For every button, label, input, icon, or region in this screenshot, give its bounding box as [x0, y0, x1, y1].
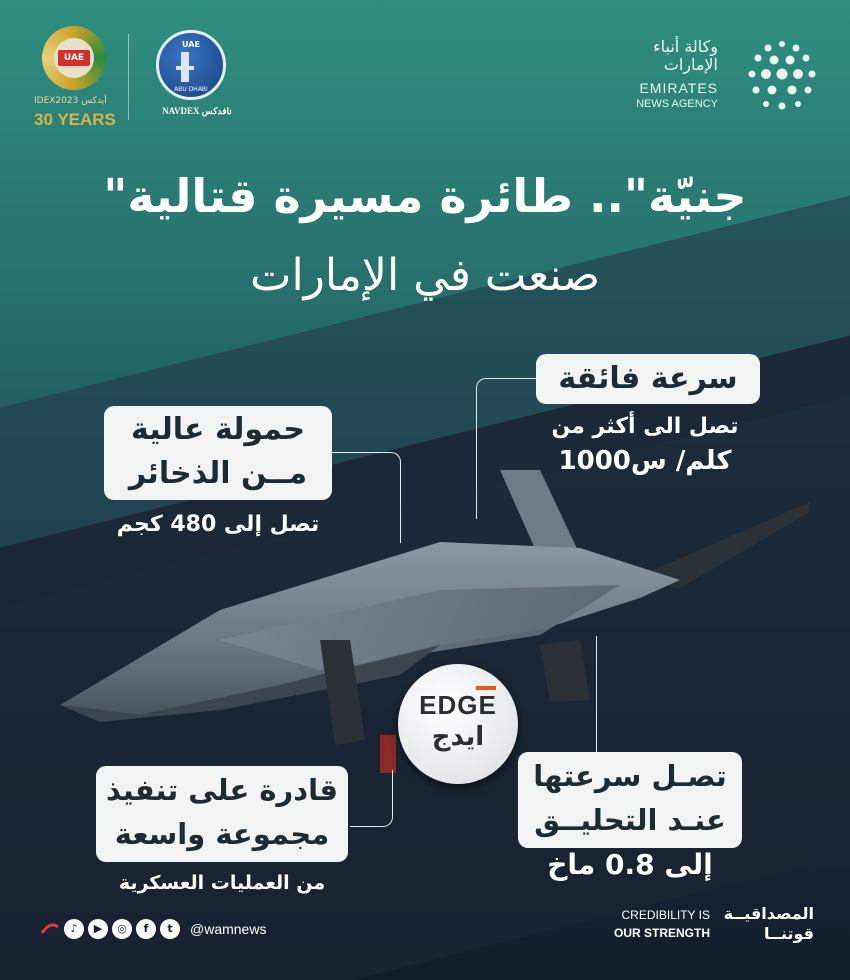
payload-heading-box	[104, 406, 332, 500]
connector-missions	[350, 770, 393, 827]
slogan-en-line2: OUR STRENGTH	[614, 926, 710, 940]
missions-heading-box	[96, 766, 348, 862]
globe-dots-icon	[740, 34, 824, 118]
wam-logo	[584, 30, 824, 120]
missions-heading-line1: قادرة على تنفيذ	[106, 773, 338, 807]
wam-arabic-line2: الإمارات	[663, 55, 718, 74]
youtube-icon[interactable]: ▶	[88, 919, 108, 939]
logo-divider	[128, 34, 129, 120]
slogan-ar-line1: المصداقيــة	[723, 904, 814, 923]
missions-heading-line2: مجموعة واسعة	[114, 817, 330, 851]
takeoff-heading-box	[518, 752, 742, 848]
page-title: "جنيّة".. طائرة مسيرة قتالية	[103, 169, 747, 223]
payload-detail: تصل إلى 480 كجم	[116, 512, 320, 537]
speed-detail-line1: تصل الى أكثر من	[551, 414, 739, 439]
drone-stand-right	[540, 640, 590, 702]
page-subtitle: صنعت في الإمارات	[250, 250, 600, 301]
wam-english-line2: NEWS AGENCY	[636, 98, 718, 110]
wam-arabic-line1: وكالة أنباء	[653, 37, 718, 56]
drone-stand-base	[380, 735, 396, 773]
connector-speed	[476, 378, 537, 519]
wam-arabic-name	[578, 38, 718, 74]
facebook-icon[interactable]: f	[136, 919, 156, 939]
ship-deck-icon	[176, 66, 194, 70]
edge-arabic: ايدج	[431, 722, 485, 752]
navdex-city: ABU DHABI	[174, 86, 208, 93]
wam-swoosh-icon	[40, 919, 60, 939]
idex-name: IDEX2023 آيدكس	[34, 96, 107, 106]
idex-uae-badge: UAE	[58, 50, 90, 66]
social-handle[interactable]: @wamnews	[190, 921, 267, 937]
takeoff-heading-line2: عنـد التحليــق	[534, 803, 726, 837]
takeoff-heading-line1: تصـل سرعتها	[533, 759, 727, 793]
social-bar	[40, 912, 266, 946]
connector-takeoff	[596, 636, 598, 752]
connector-payload	[330, 452, 401, 543]
payload-heading-line2: مــن الذخائر	[128, 456, 308, 491]
idex-years: 30 YEARS	[34, 110, 116, 129]
twitter-icon[interactable]: t	[160, 919, 180, 939]
edge-logo	[398, 664, 518, 784]
edge-latin: EDGE	[419, 690, 497, 720]
slogan	[574, 900, 814, 960]
takeoff-detail: إلى 0.8 ماخ	[547, 848, 713, 881]
speed-detail-line2: 1000كلم/ س	[558, 446, 732, 476]
speed-heading: سرعة فائقة	[558, 361, 738, 396]
slogan-en-line1: CREDIBILITY IS	[621, 908, 710, 922]
wam-english-line1: EMIRATES	[639, 80, 718, 96]
missions-detail: من العمليات العسكرية	[118, 872, 326, 894]
speed-heading-box	[536, 354, 760, 404]
navdex-uae-label: UAE	[182, 40, 200, 49]
slogan-ar-line2: قوتنــا	[764, 924, 814, 943]
navdex-logo	[150, 30, 240, 126]
payload-heading-line1: حمولة عالية	[131, 412, 305, 447]
navdex-name: NAVDEX نافدكس	[162, 106, 232, 116]
instagram-icon[interactable]: ◎	[112, 919, 132, 939]
idex-logo	[34, 26, 134, 129]
tiktok-icon[interactable]: ♪	[64, 919, 84, 939]
